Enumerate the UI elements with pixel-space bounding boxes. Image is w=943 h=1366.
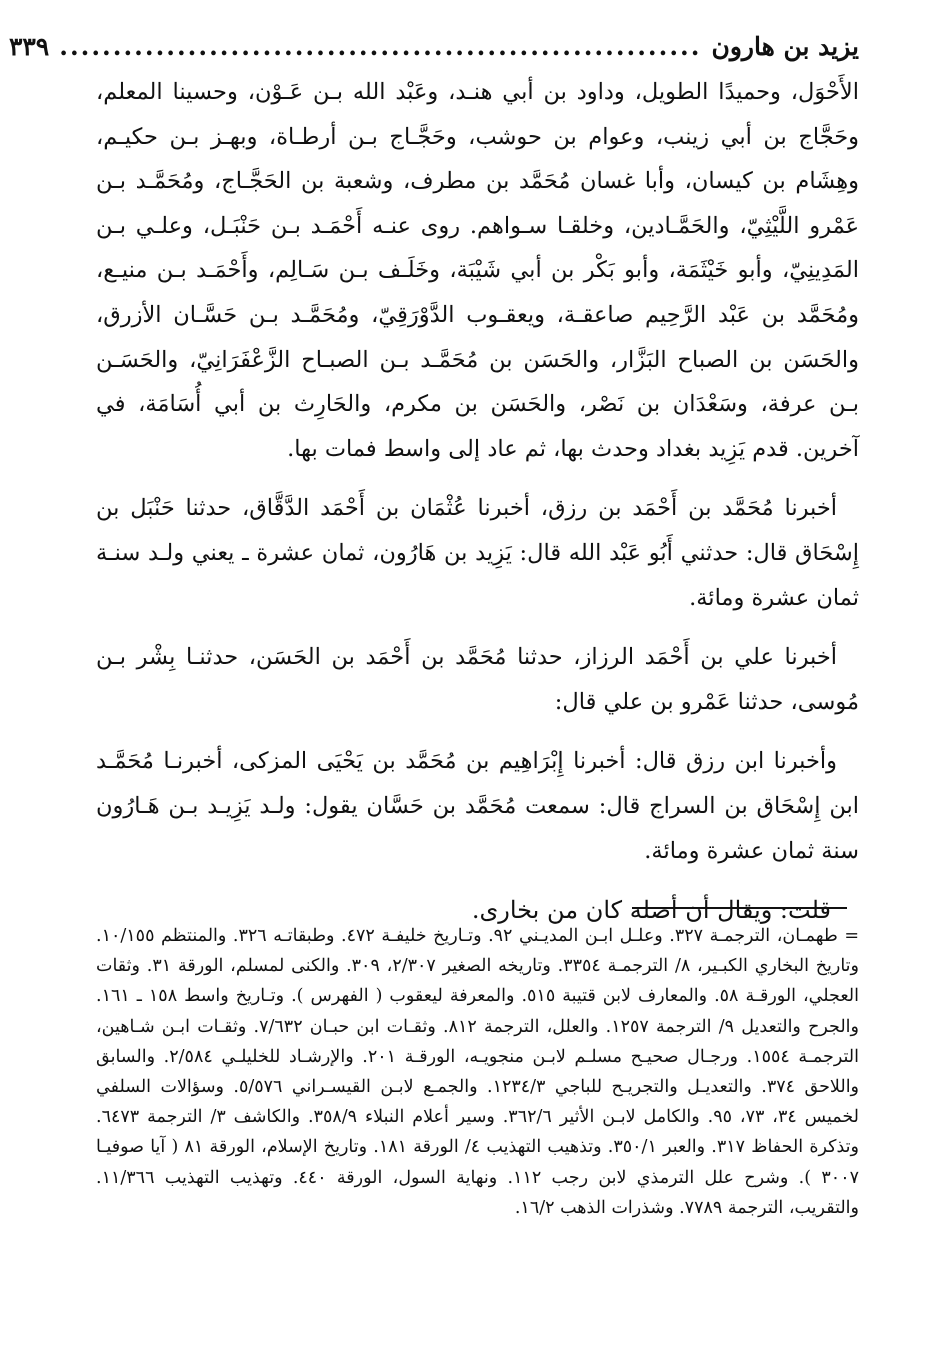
paragraph-birth-report-1: أخبرنا مُحَمَّد بن أَحْمَد بن رزق، أخبرنا عُثْمَان بن أَحْمَد الدَّقَّاق، حدثنا حَنْبَل بن إِسْحَاق قال: حدثني أَبُو عَبْد الله قال: يَزِيد بن هَارُون، ثمان عشرة ـ يعني ولـد سنـة ثمان عشرة ومائة. bbox=[96, 495, 859, 611]
footnote-text: = طهمـان، الترجمـة ٣٢٧. وعلـل ابـن المديـني ٩٢. وتـاريخ خليفـة ٤٧٢. وطبقاتـه ٣٢٦. والمنتظم ١٠/١٥٥. وتاريخ البخاري الكبـير، ٨/ الترجمـة ٣٣٥٤. وتاريخه الصغير ٢/٣٠٧، ٣٠٩. والكنى لمسلم، الورقة ٣١. وثقات العجلي، الورقـة ٥٨. والمعارف لابن قتيبة ٥١٥. والمعرفة ليعقوب ( الفهرس ). وتـاريخ واسط ١٥٨ ـ ١٦١. والجرح والتعديل ٩/ الترجمة ١٢٥٧. والعلل، الترجمة ٨١٢. وثقـات ابن حبـان ٧/٦٣٢. وثقـات ابـن شـاهين، الترجمـة ١٥٥٤. ورجـال صحيـح مسلـم لابـن منجويـه، الورقـة ٢٠١. والإرشـاد للخليلـي ٢/٥٨٤. والسابق واللاحق ٣٧٤. والتعديـل والتجريـح للباجي ١٢٣٤/٣. والجمـع لابـن القيسـراني ٥/٥٧٦. وسؤالات السلفي لخميس ٣٤، ٧٣، ٩٥. والكامل لابـن الأثير ٣٦٢/٦. وسير أعلام النبلاء ٣٥٨/٩. والكاشف ٣/ الترجمة ٦٤٧٣. وتذكرة الحفاظ ٣١٧. والعبر ٣٥٠/١. وتذهيب التهذيب ٤/ الورقة ١٨١. وتاريخ الإسلام، الورقة ٨١ ( آيا صوفيـا ٣٠٠٧ ). وشرح علل الترمذي لابن رجب ١١٢. ونهاية السول، الورقة ٤٤٠. وتهذيب التهذيب ١١/٣٦٦. والتقريب، الترجمة ٧٧٨٩. وشذرات الذهب ١٦/٢. bbox=[96, 926, 860, 1218]
paragraph-birth-report-2: أخبرنا علي بن أَحْمَد الرزاز، حدثنا مُحَمَّد بن أَحْمَد بن الحَسَن، حدثنـا بِشْر بـن مُوسى، حدثنا عَمْرو بن علي قال: bbox=[96, 644, 859, 715]
footnote-separator bbox=[632, 907, 847, 909]
paragraph-narrators: الأَحْوَل، وحميدًا الطويل، وداود بن أبي هنـد، وعَبْد الله بـن عَـوْن، وحسينا المعلم، وحَجَّاج بن أبي زينب، وعوام بن حوشب، وحَجَّـاج بـن أرطـاة، وبهـز بـن حكيـم، وهِشَام بن كيسان، وأبا غسان مُحَمَّد بن مطرف، وشعبة بن الحَجَّـاج، ومُحَمَّـد بـن عَمْرو اللَّيْثِيّ، والحَمَّـادين، وخلقـا سـواهم. روى عنـه أَحْمَـد بـن حَنْبَـل، وعلـي بـن المَدِينِيّ، وأبو خَيْثَمَة، وأبو بَكْر بن أبي شَيْبَة، وخَلَـف بـن سَـالِم، وأَحْمَـد بـن منيـع، ومُحَمَّد بن عَبْد الرَّحِيم صاعقـة، ويعقـوب الدَّوْرَقِيّ، ومُحَمَّـد بـن حَسَّـان الأزرق، والحَسَن بن الصباح البَزَّار، والحَسَن بن مُحَمَّـد بـن الصبـاح الزَّعْفَرَانِيّ، والحَسَـن بـن عرفة، وسَعْدَان بن نَصْر، والحَسَن بن مكرم، والحَارِث بن أبي أُسَامَة، في آخرين. قدم يَزِيد بغداد وحدث بها، ثم عاد إلى واسط فمات بها. bbox=[96, 79, 859, 462]
header-dot-leader: ............................................................ bbox=[59, 31, 702, 61]
paragraph-author-note: قلت: ويقال أن أصله كان من بخارى. bbox=[471, 896, 831, 925]
paragraph-birth-report-3: وأخبرنا ابن رزق قال: أخبرنا إِبْرَاهِيم بن مُحَمَّد بن يَحْيَى المزكى، أخبرنـا مُحَمَّـد ابن إِسْحَاق بن السراج قال: سمعت مُحَمَّد بن حَسَّان يقول: ولـد يَزِيـد بـن هَـارُون سنة ثمان عشرة ومائة. bbox=[96, 748, 859, 864]
running-header bbox=[8, 28, 859, 64]
footnote-block bbox=[96, 921, 859, 1223]
running-title: يزيد بن هارون bbox=[711, 31, 859, 61]
main-text bbox=[96, 70, 859, 948]
page-number: ٣٣٩ bbox=[8, 31, 50, 61]
